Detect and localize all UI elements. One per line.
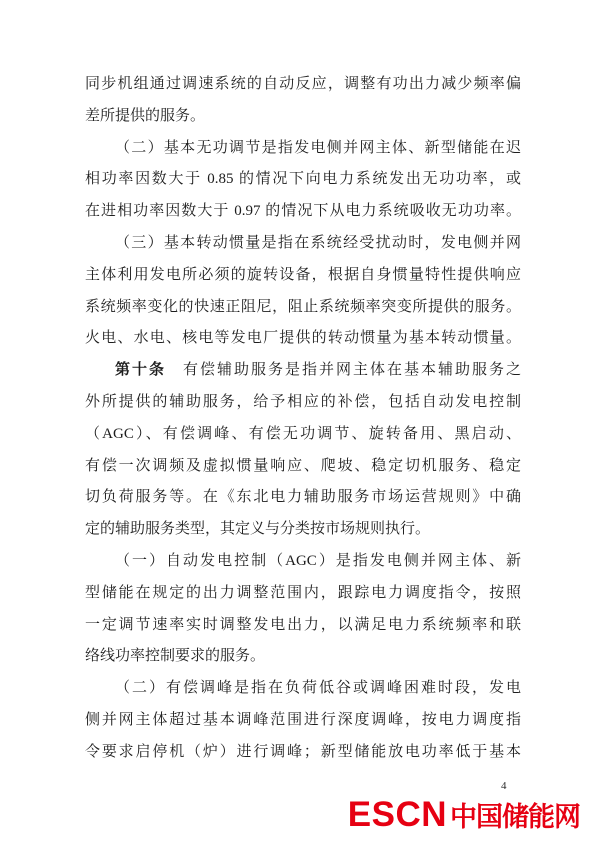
text-line: 系统频率变化的快速正阻尼，阻止系统频率突变所提供的服务。	[85, 298, 521, 315]
escn-logo	[348, 797, 580, 832]
escn-logo-latin: ESCN	[347, 795, 447, 834]
page-number: 4	[501, 780, 507, 792]
text-line: 相功率因数大于 0.85 的情况下向电力系统发出无功功率，或	[85, 171, 521, 188]
text-line: （一）自动发电控制（AGC）是指发电侧并网主体、新	[115, 552, 521, 569]
text-line: 火电、水电、核电等发电厂提供的转动惯量为基本转动惯量。	[85, 330, 521, 347]
text-line: 在进相功率因数大于 0.97 的情况下从电力系统吸收无功功率。	[85, 203, 521, 220]
text-line: （三）基本转动惯量是指在系统经受扰动时，发电侧并网	[115, 234, 521, 251]
text-line: （AGC）、有偿调峰、有偿无功调节、旋转备用、黑启动、	[85, 425, 521, 442]
text-line: 络线功率控制要求的服务。	[85, 648, 266, 665]
text-line: 令要求启停机（炉）进行调峰；新型储能放电功率低于基本	[85, 743, 521, 760]
text-line: （二）有偿调峰是指在负荷低谷或调峰困难时段，发电	[115, 680, 521, 697]
text-line: 差所提供的服务。	[85, 107, 206, 124]
text-line: 定的辅助服务类型，其定义与分类按市场规则执行。	[85, 521, 431, 538]
text-line: 主体利用发电所必须的旋转设备，根据自身惯量特性提供响应	[85, 266, 521, 283]
text-line: 一定调节速率实时调整发电出力，以满足电力系统频率和联	[85, 616, 521, 633]
escn-logo-cjk: 中国储能网	[450, 802, 580, 832]
text-line: 切负荷服务等。在《东北电力辅助服务市场运营规则》中确	[85, 489, 521, 506]
text-line: 外所提供的辅助服务，给予相应的补偿，包括自动发电控制	[85, 393, 521, 410]
article-text: 有偿辅助服务是指并网主体在基本辅助服务之	[166, 362, 521, 379]
document-body	[85, 69, 521, 769]
article-number: 第十条	[115, 362, 166, 379]
text-line: （二）基本无功调节是指发电侧并网主体、新型储能在迟	[115, 139, 521, 156]
text-line: 侧并网主体超过基本调峰范围进行深度调峰，按电力调度指	[85, 711, 521, 728]
text-line: 同步机组通过调速系统的自动反应，调整有功出力减少频率偏	[85, 76, 521, 92]
text-line: 型储能在规定的出力调整范围内，跟踪电力调度指令，按照	[85, 584, 521, 601]
text-line: 有偿一次调频及虚拟惯量响应、爬坡、稳定切机服务、稳定	[85, 457, 521, 474]
text-line-article-10	[85, 355, 521, 387]
